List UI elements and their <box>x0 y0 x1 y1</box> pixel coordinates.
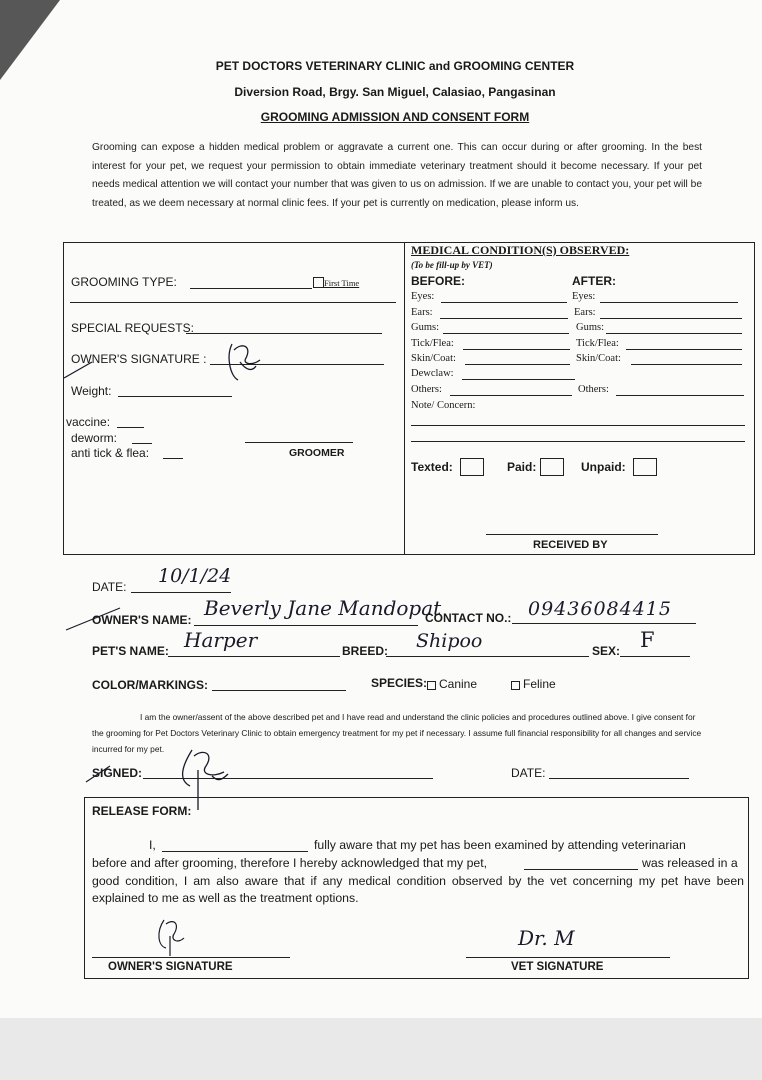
texted-checkbox[interactable] <box>460 458 484 476</box>
first-time-label: First Time <box>324 278 360 288</box>
weight-label: Weight: <box>71 384 112 398</box>
groomer-label: GROOMER <box>289 447 345 459</box>
sex-label: SEX: <box>592 644 621 658</box>
unpaid-label: Unpaid: <box>581 460 626 474</box>
owner-name-label: OWNER'S NAME: <box>92 613 192 627</box>
ears-after-field[interactable] <box>600 318 742 319</box>
clinic-name: PET DOCTORS VETERINARY CLINIC and GROOMING CENTER <box>215 59 575 73</box>
owner-signature-scribble <box>222 336 268 386</box>
unpaid-checkbox[interactable] <box>633 458 657 476</box>
owner-name-value: Beverly Jane Mandopat <box>204 596 442 620</box>
form-title: GROOMING ADMISSION AND CONSENT FORM <box>260 110 530 124</box>
release-line-1: fully aware that my pet has been examined by attending veterinarian <box>314 838 686 852</box>
dewclaw-field[interactable] <box>462 379 575 380</box>
release-owner-scribble <box>152 916 188 958</box>
paid-checkbox[interactable] <box>540 458 564 476</box>
tick-after-field[interactable] <box>626 349 742 350</box>
note-field-line-2[interactable] <box>411 441 745 442</box>
clinic-address: Diversion Road, Brgy. San Miguel, Calasiao, Pangasinan <box>234 85 556 99</box>
breed-value: Shipoo <box>416 630 483 652</box>
date-value: 10/1/24 <box>158 565 232 587</box>
dewclaw-label: Dewclaw: <box>411 368 454 379</box>
deworm-label: deworm: <box>71 431 118 445</box>
vaccine-label: vaccine: <box>66 415 111 429</box>
tick-before-label: Tick/Flea: <box>411 338 454 349</box>
grooming-type-field[interactable] <box>190 288 312 289</box>
medical-subtitle: (To be fill-up by VET) <box>411 260 493 270</box>
owner-signature-label: OWNER'S SIGNATURE : <box>71 352 207 366</box>
color-markings-field[interactable] <box>212 690 346 691</box>
strike-mark <box>64 604 124 632</box>
vet-signature-value: Dr. M <box>518 926 575 950</box>
others-before-field[interactable] <box>450 395 572 396</box>
box-divider <box>404 242 405 554</box>
grooming-type-line-2[interactable] <box>70 302 396 303</box>
sex-value: F <box>640 628 655 652</box>
vaccine-field[interactable] <box>117 427 144 428</box>
vet-sig-label: VET SIGNATURE <box>511 961 604 973</box>
gums-before-label: Gums: <box>411 322 440 333</box>
weight-field[interactable] <box>118 396 232 397</box>
release-name-field[interactable] <box>162 851 308 852</box>
anti-tick-field[interactable] <box>163 458 183 459</box>
special-requests-field[interactable] <box>186 333 382 334</box>
eyes-before-label: Eyes: <box>411 291 435 302</box>
release-i: I, <box>149 838 156 852</box>
received-by-label: RECEIVED BY <box>533 539 608 551</box>
release-line-2b: was released in a <box>642 856 738 870</box>
received-by-line[interactable] <box>486 534 658 535</box>
ears-after-label: Ears: <box>574 307 596 318</box>
after-label: AFTER: <box>572 274 616 288</box>
gums-after-field[interactable] <box>606 333 742 334</box>
groomer-signature-line[interactable] <box>245 442 353 443</box>
tick-before-field[interactable] <box>463 349 570 350</box>
medical-title: MEDICAL CONDITION(S) OBSERVED: <box>411 243 630 257</box>
pet-name-value: Harper <box>184 628 258 652</box>
sex-field[interactable] <box>620 656 690 657</box>
tick-after-label: Tick/Flea: <box>576 338 619 349</box>
breed-field[interactable] <box>386 656 589 657</box>
owner-sig-label: OWNER'S SIGNATURE <box>108 961 233 973</box>
release-paragraph: good condition, I am also aware that if any medical condition observed by the vet concerning my pet have been explained to me as well as the treatment options. <box>92 874 744 905</box>
owner-sig-line[interactable] <box>92 957 290 958</box>
canine-label: Canine <box>439 677 478 691</box>
others-after-field[interactable] <box>616 395 744 396</box>
ears-before-label: Ears: <box>411 307 433 318</box>
eyes-after-label: Eyes: <box>572 291 596 302</box>
release-pet-field[interactable] <box>524 869 638 870</box>
grooming-type-label: GROOMING TYPE: <box>71 275 177 289</box>
skin-after-label: Skin/Coat: <box>576 353 621 364</box>
special-requests-label: SPECIAL REQUESTS: <box>71 321 194 335</box>
texted-label: Texted: <box>411 460 453 474</box>
release-line-2a: before and after grooming, therefore I hereby acknowledged that my pet, <box>92 856 488 870</box>
owner-name-field[interactable] <box>194 625 418 626</box>
date2-field[interactable] <box>549 778 689 779</box>
species-label: SPECIES: <box>371 676 428 690</box>
gums-after-label: Gums: <box>576 322 605 333</box>
note-field-line-1[interactable] <box>411 425 745 426</box>
contact-field[interactable] <box>512 623 696 624</box>
date-field[interactable] <box>131 592 231 593</box>
strike-mark-2 <box>84 762 114 784</box>
pet-name-label: PET'S NAME: <box>92 644 169 658</box>
note-label: Note/ Concern: <box>411 400 476 411</box>
skin-after-field[interactable] <box>631 364 742 365</box>
signed-label: SIGNED: <box>92 766 143 780</box>
canine-checkbox[interactable] <box>427 681 436 690</box>
anti-tick-label: anti tick & flea: <box>71 446 150 460</box>
ears-before-field[interactable] <box>440 318 568 319</box>
contact-value: 09436084415 <box>528 598 672 620</box>
feline-checkbox[interactable] <box>511 681 520 690</box>
eyes-before-field[interactable] <box>441 302 567 303</box>
release-title: RELEASE FORM: <box>92 804 192 818</box>
date-label: DATE: <box>92 580 127 594</box>
feline-label: Feline <box>523 677 556 691</box>
skin-before-label: Skin/Coat: <box>411 353 456 364</box>
breed-label: BREED: <box>342 644 389 658</box>
eyes-after-field[interactable] <box>600 302 738 303</box>
before-label: BEFORE: <box>411 274 465 288</box>
first-time-checkbox[interactable] <box>313 277 324 288</box>
date2-label: DATE: <box>511 766 546 780</box>
pet-name-field[interactable] <box>168 656 340 657</box>
color-markings-label: COLOR/MARKINGS: <box>92 678 208 692</box>
others-after-label: Others: <box>578 384 609 395</box>
check-mark <box>62 358 102 380</box>
others-before-label: Others: <box>411 384 442 395</box>
vet-sig-line[interactable] <box>466 957 670 958</box>
skin-before-field[interactable] <box>465 364 570 365</box>
gums-before-field[interactable] <box>443 333 569 334</box>
intro-paragraph: Grooming can expose a hidden medical problem or aggravate a current one. This can occur during or after grooming. In the best interest for your pet, we request your permission to obtain immediate veterinary treatment should it become necessary. If your pet needs medical attention we will contact your number that was given to us on admission. If we are unable to contact you, your pet will be treated, as we deem necessary at normal clinic fees. If your pet is currently on medication, please inform us. <box>92 142 702 209</box>
contact-label: CONTACT NO.: <box>425 611 512 625</box>
paid-label: Paid: <box>507 460 537 474</box>
consent-text: I am the owner/assent of the above described pet and I have read and understand the clinic policies and procedures outlined above. I give consent for the grooming for Pet Doctors Veterinary Clinic to obtain emergency treatment for my pet if necessary. I assume full financial responsibility for all changes and service incurred for my pet. <box>92 712 702 754</box>
deworm-field[interactable] <box>132 443 152 444</box>
